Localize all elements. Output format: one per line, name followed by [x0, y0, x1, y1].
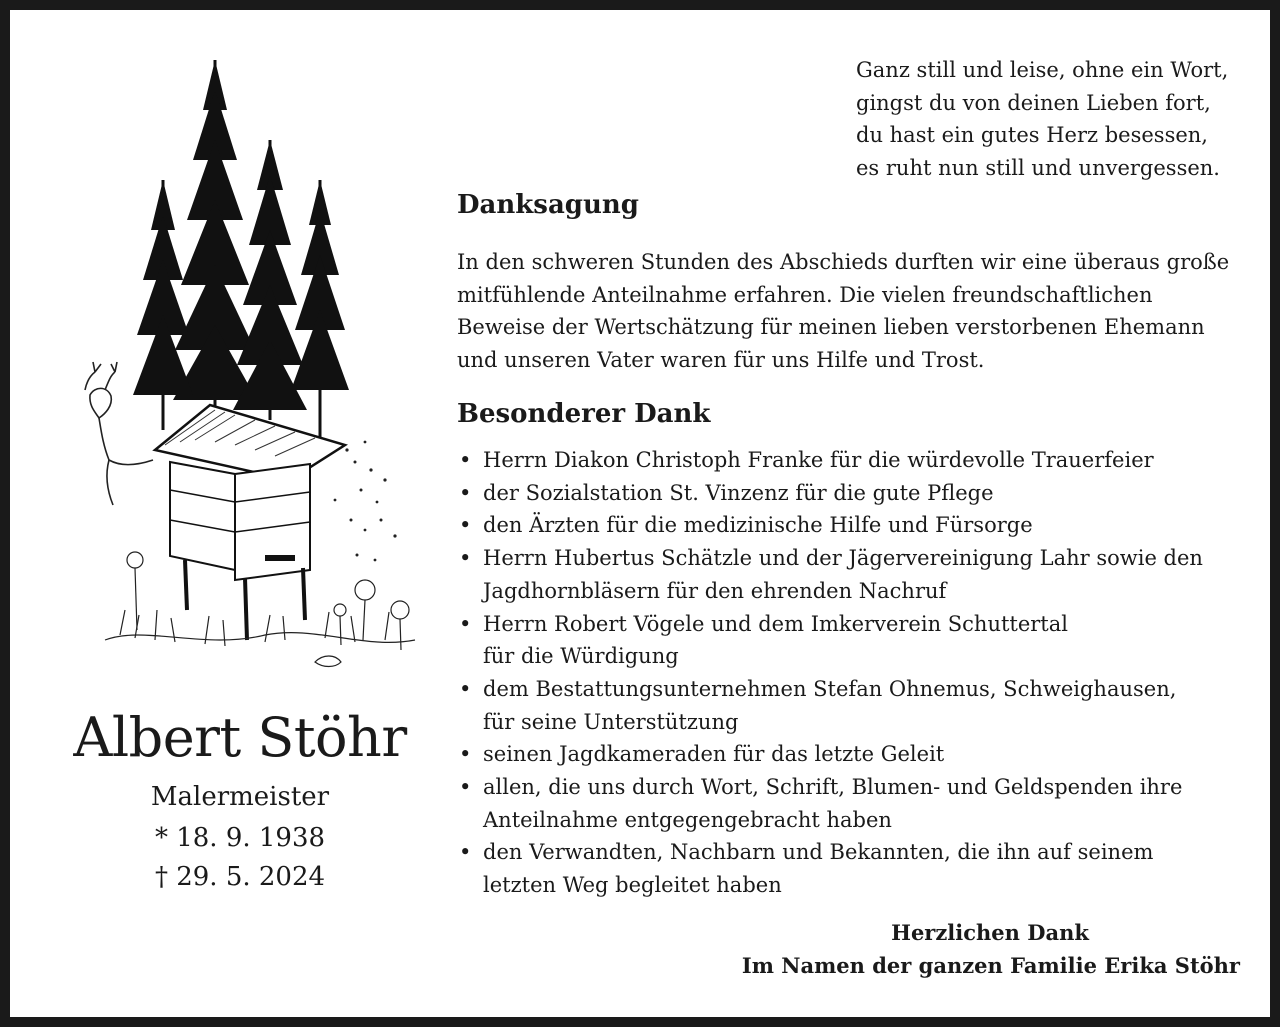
bullet: • [459, 448, 472, 472]
list-item-line: dem Bestattungsunternehmen Stefan Ohnemus, Schweighausen, [483, 676, 1177, 701]
death-date: † 29. 5. 2024 [154, 862, 326, 892]
list-item-line: Herrn Diakon Christoph Franke für die würdevolle Trauerfeier [483, 448, 1154, 472]
list-item-line: allen, die uns durch Wort, Schrift, Blumen- und Geldspenden ihre [483, 775, 1183, 800]
list-item-line: der Sozialstation St. Vinzenz für die gute Pflege [483, 480, 994, 505]
list-item-line: den Verwandten, Nachbarn und Bekannten, die ihn auf seinem [483, 840, 1154, 865]
list-item [457, 477, 1247, 510]
list-item [457, 542, 1247, 607]
deceased-occupation: Malermeister [150, 782, 330, 812]
list-item [457, 836, 1247, 901]
danksagung-line: mitfühlende Anteilnahme erfahren. Die vielen freundschaftlichen [457, 282, 1153, 307]
birth-date: * 18. 9. 1938 [154, 823, 326, 853]
bullet: • [459, 546, 472, 571]
bullet: • [459, 742, 472, 767]
list-item [457, 608, 1247, 673]
danksagung-heading: Danksagung [457, 190, 639, 220]
closing-thanks: Herzlichen Dank [891, 920, 1089, 945]
list-item-line: letzten Weg begleitet haben [483, 873, 782, 898]
list-item-line: für seine Unterstützung [483, 709, 739, 734]
bullet: • [459, 840, 472, 865]
list-item [457, 738, 1247, 771]
list-item-line: seinen Jagdkameraden für das letzte Geleit [483, 742, 945, 767]
thanks-list [457, 444, 1247, 902]
beehive-drawing [155, 405, 345, 640]
closing-signature: Im Namen der ganzen Familie Erika Stöhr [741, 953, 1240, 978]
list-item-line: den Ärzten für die medizinische Hilfe und Fürsorge [483, 513, 1033, 538]
besonderer-dank-heading: Besonderer Dank [457, 399, 711, 429]
list-item [457, 771, 1247, 836]
list-item-line: Herrn Robert Vögele und dem Imkerverein Schuttertal [483, 611, 1068, 636]
bullet: • [459, 513, 472, 538]
list-item-line: für die Würdigung [483, 644, 679, 669]
poem-line: es ruht nun still und unvergessen. [856, 155, 1220, 180]
bees-dots [334, 441, 397, 562]
bullet: • [459, 480, 472, 505]
list-item-line: Jagdhornbläsern für den ehrenden Nachruf [483, 578, 947, 603]
list-item [457, 509, 1247, 542]
list-item-line: Anteilnahme entgegengebracht haben [483, 807, 892, 832]
bullet: • [459, 676, 472, 701]
poem-line: gingst du von deinen Lieben fort, [856, 90, 1211, 115]
bullet: • [459, 611, 472, 636]
forest-beehive-illustration [65, 50, 430, 690]
danksagung-line: Beweise der Wertschätzung für meinen lieben verstorbenen Ehemann [457, 315, 1205, 339]
poem-line: du hast ein gutes Herz besessen, [856, 123, 1208, 147]
danksagung-text [457, 246, 1247, 376]
bullet: • [459, 775, 472, 800]
poem [856, 54, 1228, 184]
list-item [457, 673, 1247, 738]
deceased-name: Albert Stöhr [73, 706, 407, 769]
list-item [457, 444, 1247, 477]
danksagung-line: und unseren Vater waren für uns Hilfe und Trost. [457, 347, 985, 372]
poem-line: Ganz still und leise, ohne ein Wort, [856, 58, 1229, 82]
fir-trees [133, 60, 349, 440]
list-item-line: Herrn Hubertus Schätzle und der Jägervereinigung Lahr sowie den [483, 546, 1203, 571]
danksagung-line: In den schweren Stunden des Abschieds durften wir eine überaus große [457, 250, 1230, 274]
